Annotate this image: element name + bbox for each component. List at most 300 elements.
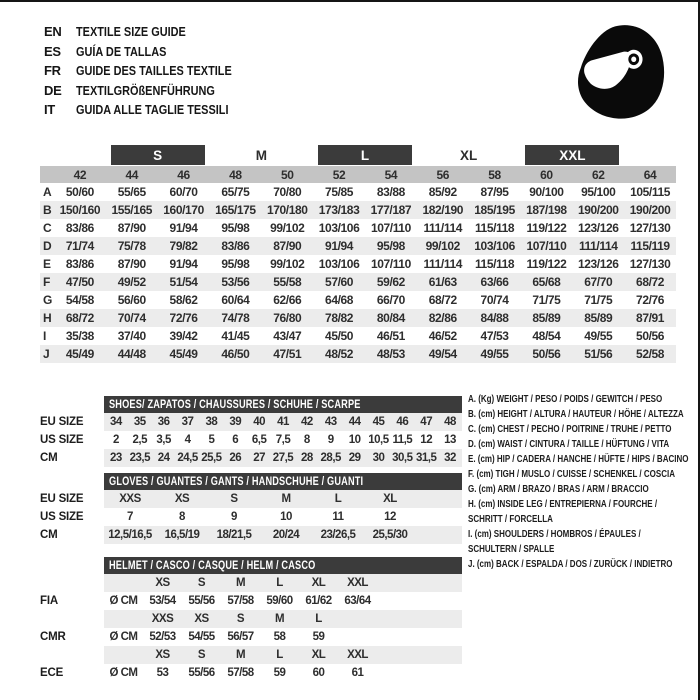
size-value: 55/65 [117, 185, 146, 199]
size-value: 70/74 [117, 311, 146, 325]
measure-row-d [40, 237, 676, 255]
helmet-title: HELMET / CASCO / CASQUE / HELM / CASCO [109, 559, 316, 572]
helmet-cell: 58 [273, 631, 286, 643]
legend-line: E. (cm) HIP / CADERA / HANCHE / HÜFTE / HIPS / BACINO [468, 454, 689, 465]
shoes-cell: 26 [229, 452, 242, 464]
language-label: GUIDA ALLE TAGLIE TESSILI [76, 102, 229, 118]
row-letter: G [43, 293, 53, 307]
size-value: 52/58 [636, 347, 665, 361]
shoes-cell: 12 [420, 434, 433, 446]
gloves-cell: 8 [179, 511, 185, 523]
language-row [44, 22, 261, 42]
helmet-cell: 54/55 [188, 631, 215, 643]
size-value: 47/50 [65, 275, 94, 289]
size-group-xl: XL [460, 147, 478, 163]
size-value: 63/66 [480, 275, 509, 289]
legend-entry [468, 482, 700, 497]
shoes-cell: 6 [232, 434, 239, 446]
helmet-cell: 59 [273, 667, 286, 679]
helmet-cell: 57/58 [227, 667, 254, 679]
shoes-row [104, 449, 462, 467]
size-value: 95/98 [221, 257, 250, 271]
helmet-standard-label [40, 574, 102, 592]
measure-row-a [40, 183, 676, 201]
measure-row-c [40, 219, 676, 237]
size-value: 68/72 [65, 311, 94, 325]
helmet-cell: XS [194, 613, 209, 625]
eu-size: 44 [125, 167, 139, 182]
shoes-cell: 44 [348, 416, 361, 428]
size-value: 72/76 [636, 293, 665, 307]
size-value: 103/106 [318, 257, 360, 271]
gloves-cell: XL [383, 493, 397, 505]
helmet-cell: L [276, 649, 283, 661]
helmet-cell: M [235, 577, 246, 589]
shoes-cell: 36 [157, 416, 170, 428]
size-value: 87/90 [117, 257, 146, 271]
size-value: 103/106 [474, 239, 515, 253]
size-value: 190/200 [629, 203, 671, 217]
legend-line: SCHRITT / FORCELLA [468, 514, 553, 525]
language-row [44, 100, 261, 120]
helmet-cell: 61/62 [305, 595, 332, 607]
legend-entry [468, 527, 700, 557]
size-value: 127/130 [629, 221, 671, 235]
size-value: 107/110 [370, 257, 411, 271]
size-value: 85/89 [584, 311, 613, 325]
shoes-cell: 6,5 [251, 434, 267, 446]
gloves-title: GLOVES / GUANTES / GANTS / HANDSCHUHE / GUANTI [109, 475, 364, 488]
language-code: IT [44, 102, 55, 118]
size-value: 39/42 [169, 329, 198, 343]
size-value: 58/62 [169, 293, 198, 307]
helmet-cell: L [276, 577, 283, 589]
helmet-cell: L [315, 613, 322, 625]
gloves-cell: 25,5/30 [372, 529, 408, 541]
language-list [44, 22, 261, 120]
helmet-value-row [104, 664, 462, 682]
helmet-cell: XL [311, 649, 326, 661]
size-value: 46/50 [221, 347, 250, 361]
shoes-cell: 48 [444, 416, 456, 428]
gloves-row [104, 508, 462, 526]
size-value: 99/102 [270, 221, 305, 235]
helmet-cell: 57/58 [227, 595, 254, 607]
shoes-cell: 27,5 [272, 452, 294, 464]
shoes-cell: 43 [324, 416, 337, 428]
eu-size: 60 [540, 167, 553, 182]
legend-line: C. (cm) CHEST / PECHO / POITRINE / TRUHE / PETTO [468, 424, 672, 435]
shoes-title: SHOES/ ZAPATOS / CHAUSSURES / SCHUHE / SCARPE [109, 398, 361, 411]
size-value: 83/86 [65, 257, 94, 271]
measure-row-e [40, 255, 676, 273]
size-value: 60/64 [221, 293, 250, 307]
helmet-cell: 55/56 [188, 667, 215, 679]
size-value: 91/94 [325, 239, 354, 253]
size-value: 87/90 [273, 239, 302, 253]
size-value: 182/190 [422, 203, 464, 217]
measurement-legend [468, 392, 700, 572]
legend-entry [468, 422, 700, 437]
measure-row-f [40, 273, 676, 291]
language-code: FR [44, 63, 61, 79]
shoes-cell: 11,5 [392, 434, 413, 446]
size-value: 127/130 [629, 257, 671, 271]
size-value: 70/80 [273, 185, 302, 199]
shoes-cell: 37 [181, 416, 194, 428]
eu-size: 42 [73, 167, 87, 182]
size-value: 70/74 [480, 293, 509, 307]
eu-size: 56 [436, 167, 450, 182]
helmet-cell: M [235, 649, 246, 661]
row-letter: D [43, 239, 52, 253]
size-group-xxl: XXL [525, 145, 619, 165]
size-value: 57/60 [325, 275, 354, 289]
measure-row-b [40, 201, 676, 219]
size-value: 47/51 [273, 347, 302, 361]
row-letter: I [43, 329, 47, 343]
size-value: 51/56 [584, 347, 613, 361]
eu-size: 50 [280, 167, 294, 182]
size-value: 85/89 [532, 311, 561, 325]
gloves-cell: 9 [231, 511, 237, 523]
size-value: 87/91 [636, 311, 665, 325]
language-code: DE [44, 82, 62, 98]
size-value: 85/92 [428, 185, 457, 199]
shoes-table [104, 396, 462, 467]
size-value: 75/85 [325, 185, 354, 199]
legend-entry [468, 557, 700, 572]
size-value: 51/54 [169, 275, 198, 289]
size-value: 95/100 [581, 185, 616, 199]
size-value: 111/114 [423, 221, 463, 235]
shoes-cell: 34 [110, 416, 122, 428]
size-value: 173/183 [318, 203, 360, 217]
gloves-row [104, 490, 462, 508]
gloves-cell: XS [174, 493, 190, 505]
eu-size: 62 [591, 167, 605, 182]
size-value: 190/200 [577, 203, 619, 217]
helmet-cell: 53/54 [149, 595, 176, 607]
eu-size: 52 [332, 167, 346, 182]
size-value: 53/56 [221, 275, 250, 289]
row-letter: H [43, 311, 52, 325]
size-value: 79/82 [169, 239, 198, 253]
size-group-m: M [255, 147, 267, 163]
shoes-cell: 46 [396, 416, 409, 428]
eu-size: 58 [488, 167, 501, 182]
shoes-cell: 28 [300, 452, 313, 464]
gloves-cell: 7 [127, 511, 133, 523]
size-value: 43/47 [273, 329, 302, 343]
size-value: 103/106 [318, 221, 360, 235]
size-value: 48/54 [532, 329, 561, 343]
helmet-standard-label [40, 610, 102, 628]
shoes-cell: 2 [112, 434, 119, 446]
size-value: 59/62 [376, 275, 405, 289]
helmet-cell: XS [155, 577, 170, 589]
helmet-value-row [104, 592, 462, 610]
size-value: 187/198 [526, 203, 567, 217]
size-value: 99/102 [425, 239, 460, 253]
helmet-value-row [104, 628, 462, 646]
size-value: 105/115 [630, 185, 671, 199]
size-value: 115/118 [474, 221, 515, 235]
shoes-cell: 41 [277, 416, 289, 428]
size-value: 46/52 [428, 329, 457, 343]
size-value: 56/60 [117, 293, 146, 307]
language-code: ES [44, 43, 61, 59]
helmet-cell: XS [155, 649, 170, 661]
shoes-cell: 31,5 [416, 452, 437, 464]
gloves-cell: S [230, 493, 238, 505]
language-code: EN [44, 24, 62, 40]
shoes-cell: 13 [444, 434, 456, 446]
size-value: 66/70 [376, 293, 405, 307]
helmet-standard-labels [40, 574, 102, 682]
helmet-standard-label: FIA [40, 595, 58, 607]
shoes-row [104, 413, 462, 431]
size-value: 45/50 [325, 329, 354, 343]
legend-line: J. (cm) BACK / ESPALDA / DOS / ZURÜCK / INDIETRO [468, 559, 673, 570]
size-value: 67/70 [584, 275, 613, 289]
size-value: 83/86 [221, 239, 250, 253]
shoes-cell: 2,5 [132, 434, 148, 446]
gloves-row-label: CM [40, 529, 58, 541]
helmet-standard-label: ECE [40, 667, 64, 679]
shoes-cell: 5 [208, 434, 215, 446]
shoes-cell: 7,5 [275, 434, 291, 446]
size-value: 47/53 [480, 329, 509, 343]
shoes-cell: 42 [300, 416, 313, 428]
legend-entry [468, 497, 700, 527]
language-row [44, 81, 261, 101]
row-letter: B [43, 203, 52, 217]
helmet-cell: XL [311, 577, 326, 589]
helmet-standard-label: CMR [40, 631, 66, 643]
size-value: 90/100 [529, 185, 564, 199]
size-value: 71/74 [65, 239, 94, 253]
gloves-table [104, 473, 462, 544]
size-value: 60/70 [169, 185, 198, 199]
measure-row-i [40, 327, 676, 345]
shoes-cell: 30 [372, 452, 385, 464]
gloves-cell: 12 [384, 511, 396, 523]
size-value: 185/195 [474, 203, 515, 217]
language-label: GUIDE DES TAILLES TEXTILE [76, 63, 232, 79]
legend-entry [468, 437, 700, 452]
eu-size: 48 [229, 167, 242, 182]
row-letter: J [43, 347, 50, 361]
helmet-cell: 59/60 [266, 595, 293, 607]
measure-row-j [40, 345, 676, 363]
size-value: 49/52 [117, 275, 146, 289]
legend-line: G. (cm) ARM / BRAZO / BRAS / ARM / BRACCIO [468, 484, 649, 495]
size-value: 95/98 [376, 239, 405, 253]
size-value: 41/45 [221, 329, 250, 343]
gloves-row-labels [40, 490, 102, 544]
legend-line: SCHULTERN / SPALLE [468, 544, 555, 555]
gloves-row [104, 526, 462, 544]
language-row [44, 42, 261, 62]
shoes-cell: 28,5 [320, 452, 341, 464]
gloves-header [104, 473, 462, 490]
diameter-label: Ø CM [109, 631, 138, 643]
size-value: 46/51 [376, 329, 405, 343]
size-value: 45/49 [65, 347, 94, 361]
helmet-cell: 63/64 [344, 595, 371, 607]
size-value: 65/75 [221, 185, 250, 199]
size-value: 45/49 [169, 347, 198, 361]
size-value: 165/175 [215, 203, 256, 217]
size-value: 78/82 [325, 311, 354, 325]
row-letter: F [43, 275, 51, 289]
helmet-cell: S [236, 613, 245, 625]
gloves-row-label: US SIZE [40, 511, 84, 523]
size-value: 48/53 [376, 347, 405, 361]
helmet-cell: S [197, 577, 206, 589]
gloves-cell: 23/26,5 [320, 529, 356, 541]
legend-line: B. (cm) HEIGHT / ALTURA / HAUTEUR / HÖHE / ALTEZZA [468, 409, 684, 420]
size-value: 37/40 [117, 329, 146, 343]
diameter-label: Ø CM [109, 667, 138, 679]
helmet-cell: 60 [312, 667, 325, 679]
shoes-row-label: EU SIZE [40, 416, 84, 428]
legend-entry [468, 452, 700, 467]
size-value: 48/52 [325, 347, 354, 361]
shoes-row-label: CM [40, 452, 58, 464]
helmet-cell: 56/57 [227, 631, 254, 643]
size-value: 76/80 [273, 311, 302, 325]
eu-size: 46 [177, 167, 190, 182]
shoes-cell: 27 [253, 452, 266, 464]
helmet-cell: 52/53 [149, 631, 176, 643]
size-value: 170/180 [266, 203, 308, 217]
gloves-cell: 12,5/16,5 [108, 529, 152, 541]
size-value: 65/68 [532, 275, 561, 289]
eu-size: 64 [643, 167, 657, 182]
shoes-cell: 23 [110, 452, 122, 464]
gloves-cell: XXS [119, 493, 141, 505]
size-value: 107/110 [526, 239, 567, 253]
size-value: 91/94 [169, 221, 198, 235]
helmet-cell: 61 [351, 667, 364, 679]
size-value: 62/66 [273, 293, 302, 307]
size-value: 83/86 [65, 221, 94, 235]
size-value: 99/102 [270, 257, 305, 271]
size-value: 87/90 [117, 221, 146, 235]
size-value: 177/187 [370, 203, 412, 217]
helmet-cell: 55/56 [188, 595, 215, 607]
shoes-cell: 30,5 [392, 452, 413, 464]
shoes-cell: 9 [327, 434, 334, 446]
shoes-cell: 24,5 [177, 452, 198, 464]
shoes-cell: 38 [205, 416, 218, 428]
size-value: 54/58 [65, 293, 94, 307]
helmet-cell: S [197, 649, 206, 661]
helmet-cell: 53 [156, 667, 169, 679]
size-value: 64/68 [325, 293, 354, 307]
gloves-cell: 16,5/19 [164, 529, 200, 541]
size-group-row [40, 145, 676, 165]
legend-line: A. (Kg) WEIGHT / PESO / POIDS / GEWITCH / PESO [468, 394, 663, 405]
row-letter: A [43, 185, 52, 199]
size-value: 115/119 [630, 239, 670, 253]
size-value: 68/72 [636, 275, 665, 289]
shoes-cell: 8 [303, 434, 310, 446]
size-value: 49/54 [428, 347, 457, 361]
shoes-row [104, 431, 462, 449]
shoes-row-labels [40, 413, 102, 467]
size-value: 160/170 [163, 203, 204, 217]
gloves-cell: 10 [280, 511, 292, 523]
shoes-cell: 47 [420, 416, 433, 428]
size-value: 75/78 [117, 239, 146, 253]
measure-row-h [40, 309, 676, 327]
size-value: 150/160 [59, 203, 101, 217]
size-value: 71/75 [584, 293, 613, 307]
helmet-cell: XXL [347, 649, 368, 661]
shoes-cell: 45 [372, 416, 385, 428]
size-value: 83/88 [376, 185, 405, 199]
size-value: 119/122 [526, 221, 567, 235]
helmet-size-row [104, 610, 462, 628]
size-value: 55/58 [273, 275, 302, 289]
size-value: 95/98 [221, 221, 250, 235]
gloves-cell: 11 [332, 511, 344, 523]
helmet-size-row [104, 646, 462, 664]
shoes-cell: 24 [157, 452, 170, 464]
helmet-size-row [104, 574, 462, 592]
size-value: 61/63 [428, 275, 457, 289]
helmet-cell: XXL [347, 577, 368, 589]
shoes-cell: 40 [253, 416, 266, 428]
size-value: 84/88 [480, 311, 509, 325]
shoes-row-label: US SIZE [40, 434, 84, 446]
size-value: 111/114 [423, 257, 463, 271]
size-value: 74/78 [221, 311, 250, 325]
row-letter: C [43, 221, 52, 235]
helmet-header [104, 557, 462, 574]
shoes-cell: 3,5 [156, 434, 171, 446]
size-value: 91/94 [169, 257, 198, 271]
shoes-cell: 35 [133, 416, 146, 428]
language-label: GUÍA DE TALLAS [76, 43, 167, 59]
size-value: 50/56 [636, 329, 665, 343]
measure-row-g [40, 291, 676, 309]
helmet-table [104, 557, 462, 682]
shoes-cell: 4 [184, 434, 191, 446]
gloves-row-label: EU SIZE [40, 493, 84, 505]
size-value: 155/165 [111, 203, 153, 217]
helmet-cell: XXS [151, 613, 174, 625]
size-value: 50/56 [532, 347, 561, 361]
eu-size-row [40, 166, 676, 183]
row-letter: E [43, 257, 52, 271]
helmet-cell: M [274, 613, 285, 625]
size-value: 72/76 [169, 311, 198, 325]
shoes-cell: 10 [348, 434, 361, 446]
size-value: 49/55 [480, 347, 509, 361]
shoes-cell: 32 [444, 452, 456, 464]
legend-entry [468, 467, 700, 482]
language-label: TEXTILGRÖßENFÜHRUNG [76, 82, 215, 98]
legend-entry [468, 407, 700, 422]
legend-line: I. (cm) SHOULDERS / HOMBROS / ÉPAULES / [468, 529, 641, 540]
size-value: 119/122 [526, 257, 567, 271]
size-value: 87/95 [480, 185, 509, 199]
gloves-cell: 18/21,5 [216, 529, 252, 541]
